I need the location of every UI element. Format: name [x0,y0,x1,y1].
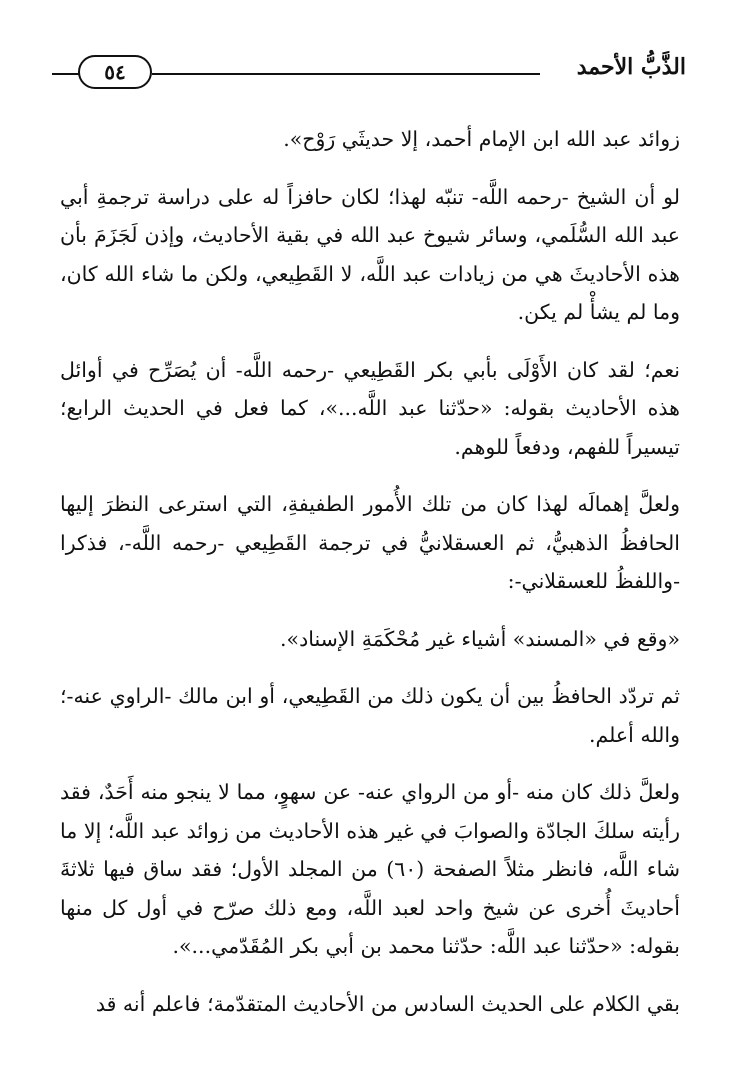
page-number: ٥٤ [104,60,126,84]
paragraph: لو أن الشيخ -رحمه اللَّه- تنبّه لهذا؛ لكان حافزاً له على دراسة ترجمةِ أبي عبد الله السُّلَمي، وسائر شيوخ عبد الله في بقية الأحاديث، وإذن لَجَزَمَ بأن هذه الأحاديثَ هي من زيادات عبد اللَّه، لا القَطِيعي، ولكن ما شاء الله كان، وما لم يشأْ لم يكن. [60,184,680,324]
paragraph: زوائد عبد الله ابن الإمام أحمد، إلا حديثَي رَوْح». [283,127,680,151]
page-number-badge [78,55,152,89]
paragraph: ثم تردّد الحافظُ بين أن يكون ذلك من القَطِيعي، أو ابن مالك -الراوي عنه-؛ والله أعلم. [60,684,680,747]
paragraph: ولعلَّ ذلك كان منه -أو من الرواي عنه- عن سهوٍ، مما لا ينجو منه أَحَدٌ، فقد رأيته سلكَ الجادّة والصوابَ في غير هذه الأحاديث من زوائد عبد اللَّه؛ إلا ما شاء اللَّه، فانظر مثلاً الصفحة (٦٠) من المجلد الأول؛ فقد ساق فيها ثلاثةَ أحاديثَ أُخرى عن شيخ واحد لعبد اللَّه، ومع ذلك صرّح في أول كل منها بقوله: «حدّثنا عبد اللَّه: حدّثنا محمد بن أبي بكر المُقَدّمي...». [60,780,680,958]
header-rule-left [52,73,80,75]
book-title: الذَّبُّ الأحمد [576,54,686,80]
quotation: «وقع في «المسند» أشياء غير مُحْكَمَةِ الإسناد». [280,626,680,651]
paragraph: بقي الكلام على الحديث السادس من الأحاديث المتقدّمة؛ فاعلم أنه قد [95,991,680,1016]
paragraph: نعم؛ لقد كان الأَوْلَى بأبي بكر القَطِيعي -رحمه اللَّه- أن يُصَرِّح في أوائل هذه الأحاديث بقوله: «حدّثنا عبد اللَّه...»، كما فعل في الحديث الرابع؛ تيسيراً للفهم، ودفعاً للوهم. [60,357,680,459]
paragraph: ولعلَّ إهمالَه لهذا كان من تلك الأُمور الطفيفةِ، التي استرعى النظرَ إليها الحافظُ الذهبيُّ، ثم العسقلانيُّ في ترجمة القَطِيعي -رحمه اللَّه-، فذكرا -واللفظُ للعسقلاني-: [60,492,680,593]
running-header [52,50,686,90]
body-text [60,120,680,1042]
header-rule [152,73,540,75]
